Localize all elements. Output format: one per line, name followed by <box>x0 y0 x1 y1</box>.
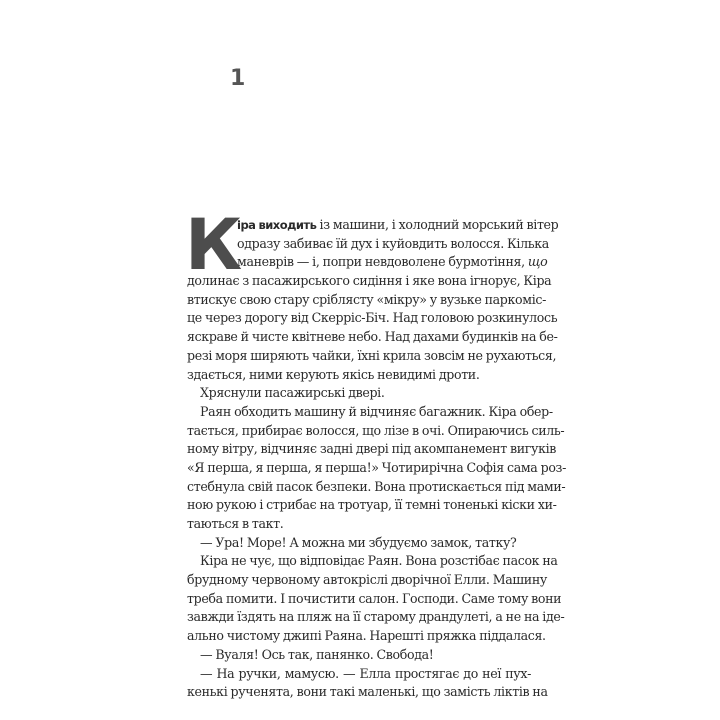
text-line: Кіра не чує, що відповідає Раян. Вона розстібає пасок на <box>200 553 558 569</box>
text-line: одразу забиває їй дух і куйовдить волосся. Кілька <box>237 235 549 251</box>
text-line: долинає з пасажирського сидіння і яке вона ігнорує, Кіра <box>187 273 552 289</box>
text-line: Хряснули пасажирські двері. <box>200 385 385 401</box>
text-line: ною рукою і стрибає на тротуар, її темні тоненькі кіски хи- <box>187 497 557 513</box>
text-line: кенькі рученята, вони такі маленькі, що замість ліктів на <box>187 684 548 700</box>
text-line: стебнула свій пасок безпеки. Вона протискається під мами- <box>187 478 566 494</box>
text-line: Раян обходить машину й відчиняє багажник. Кіра обер- <box>200 403 553 419</box>
text-line: таються в такт. <box>187 516 284 531</box>
italic-word: що <box>527 254 548 270</box>
text-line: «Я перша, я перша, я перша!» Чотирирічна Софія сама роз- <box>187 459 566 475</box>
text-line: — Ура! Море! А можна ми збудуємо замок, татку? <box>200 534 517 550</box>
text-line: — Вуаля! Ось так, панянко. Свобода! <box>200 646 434 662</box>
text-line: це через дорогу від Скерріс-Біч. Над головою розкинулось <box>187 310 558 326</box>
text-line: тається, прибирає волосся, що лізе в очі. Опираючись силь- <box>187 422 565 438</box>
text-line: яскраве й чисте квітневе небо. Над дахами будинків на бе- <box>187 329 558 345</box>
text-line: завжди їздять на пляж на її старому драндулеті, а не на іде- <box>187 609 565 625</box>
text-line: брудному червоному автокріслі дворічної Елли. Машину <box>187 572 547 588</box>
lead-in-bold: іра виходить <box>237 218 317 232</box>
text-line: ному вітру, відчиняє задні двері під акомпанемент вигуків <box>187 441 557 457</box>
chapter-number: 1 <box>230 66 246 91</box>
text-line: здається, ними керують якісь невидимі дроти. <box>187 366 480 382</box>
chapter-text <box>185 204 566 702</box>
text-line: резі моря ширяють чайки, їхні крила зовсім не рухаються, <box>187 347 557 363</box>
text-line: втискує свою стару сріблясту «мікру» у вузьке паркоміс- <box>187 291 546 307</box>
text-line: треба помити. І почистити салон. Господи. Саме тому вони <box>187 590 562 606</box>
text-line: іра виходить із машини, і холодний морський вітер <box>237 217 559 232</box>
text-line: ально чистому джипі Раяна. Нарешті пряжка піддалася. <box>187 628 546 644</box>
drop-cap: К <box>185 204 242 286</box>
text-line: маневрів — і, попри невдоволене бурмотіння, що <box>237 254 548 270</box>
text-line: — На ручки, мамусю. — Елла простягає до неї пух- <box>200 665 531 681</box>
